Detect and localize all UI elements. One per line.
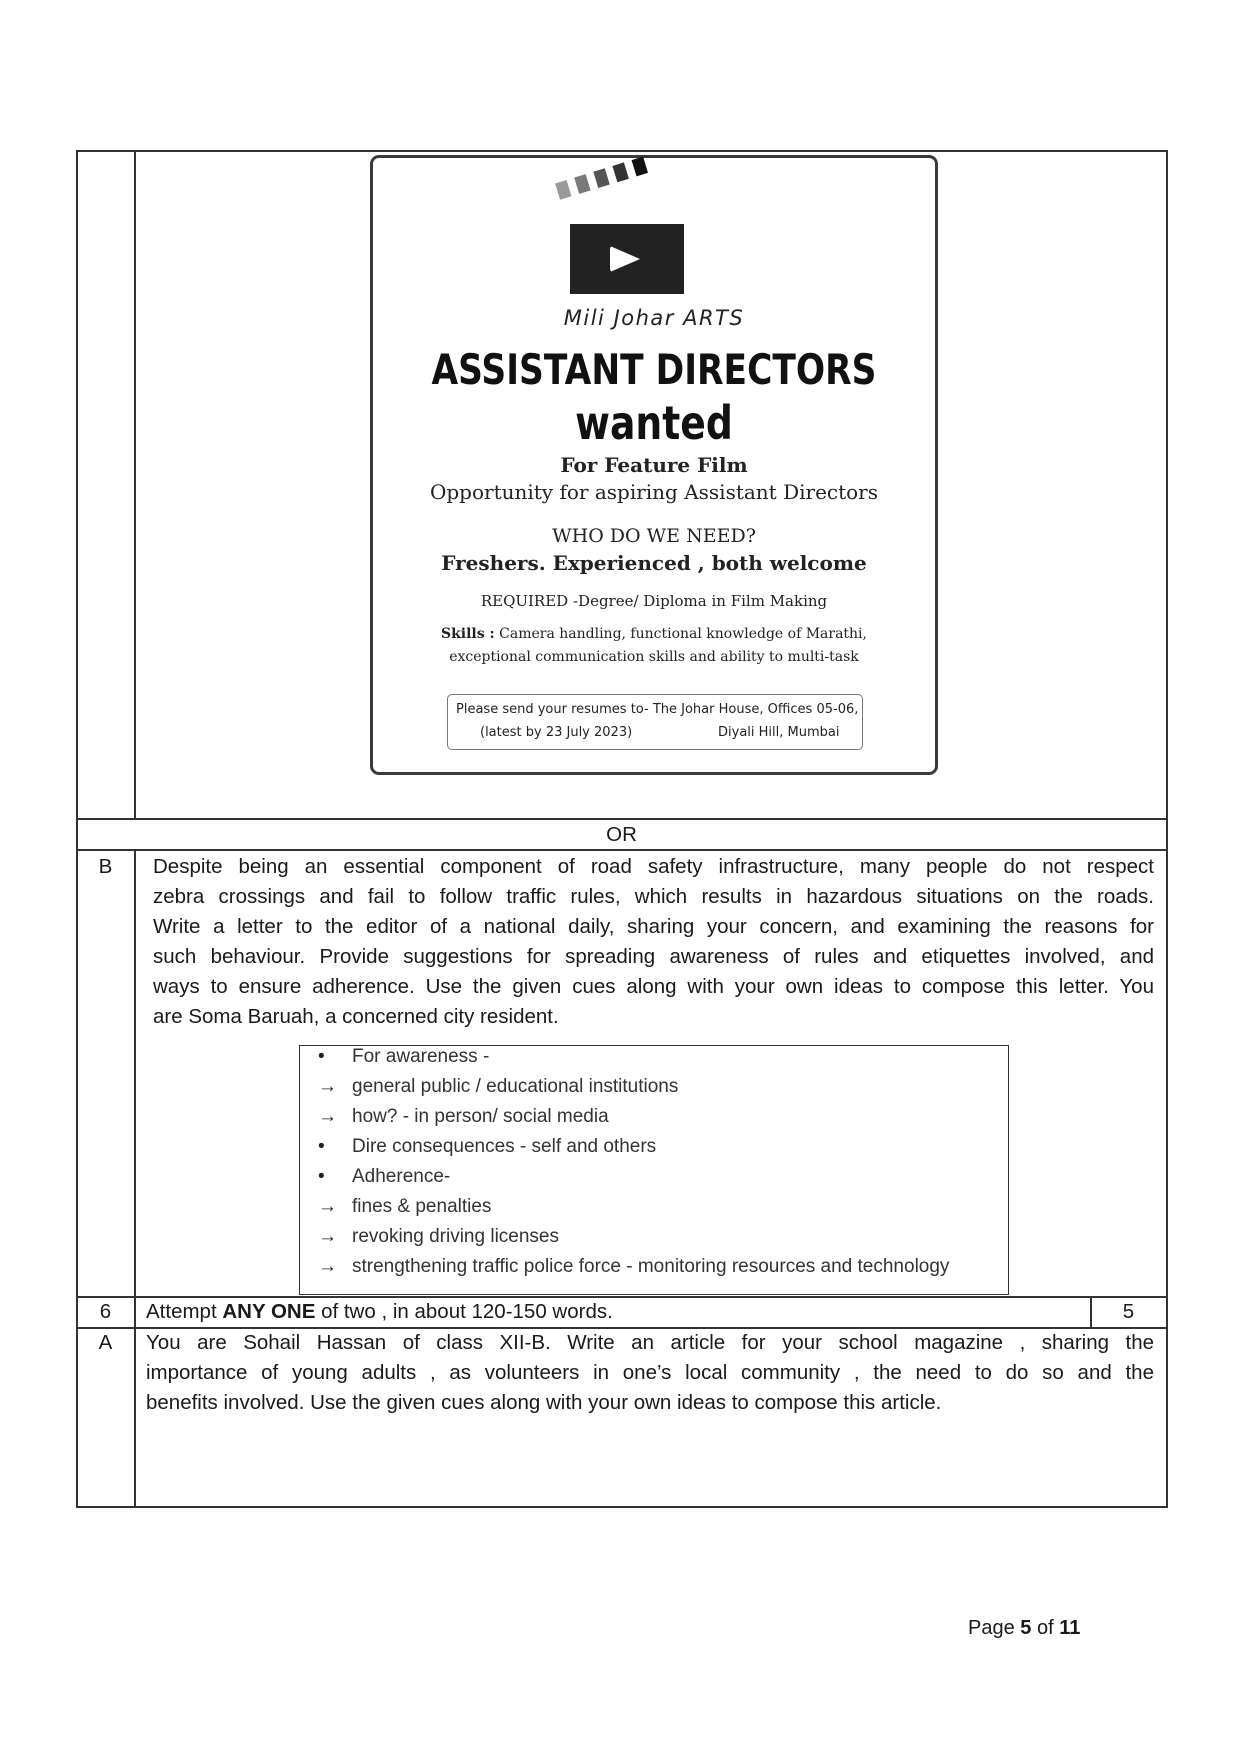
cue-item: • Dire consequences - self and others <box>318 1136 657 1157</box>
ad-contact-box <box>447 694 863 750</box>
option-b-line: Despite being an essential component of road safety infrastructure, many people do not respect <box>153 855 1154 878</box>
option-b-line: zebra crossings and fail to follow traffic rules, which results in hazardous situations on the roads. <box>153 885 1154 908</box>
column-divider-lower <box>134 849 136 1507</box>
table-border-bottom <box>76 1506 1168 1508</box>
option-a-line: You are Sohail Hassan of class XII-B. Write an article for your school magazine , sharing the <box>146 1331 1154 1354</box>
ad-contact-address: Diyali Hill, Mumbai <box>718 725 840 740</box>
ad-feature-line: For Feature Film <box>560 453 748 477</box>
cue-item: → strengthening traffic police force - monitoring resources and technology <box>318 1256 950 1277</box>
option-b-line: are Soma Baruah, a concerned city resident. <box>153 1005 559 1028</box>
option-b-line: ways to ensure adherence. Use the given cues along with your own ideas to compose this letter. You <box>153 975 1154 998</box>
ad-subheadline: wanted <box>575 396 733 450</box>
ad-required-line: REQUIRED -Degree/ Diploma in Film Making <box>480 592 828 610</box>
ad-opportunity-line: Opportunity for aspiring Assistant Directors <box>429 480 879 504</box>
cue-item: → fines & penalties <box>318 1196 492 1217</box>
clapperboard-strip-icon <box>553 146 670 216</box>
cue-item: → how? - in person/ social media <box>318 1106 609 1127</box>
ad-headline: ASSISTANT DIRECTORS <box>431 345 877 394</box>
option-a-label: A <box>98 1331 113 1354</box>
option-a-line: importance of young adults , as volunteers in one’s local community , the need to do so and the <box>146 1361 1154 1384</box>
cue-item: → revoking driving licenses <box>318 1226 559 1247</box>
table-border-right <box>1166 150 1168 1507</box>
ad-who-line: Freshers. Experienced , both welcome <box>441 551 867 575</box>
ad-skills-line2: exceptional communication skills and ability to multi-task <box>449 649 859 665</box>
cue-item: • Adherence- <box>318 1166 451 1187</box>
cues-box <box>299 1045 1009 1295</box>
option-b-line: Write a letter to the editor of a national daily, sharing your concern, and examining the reasons for <box>153 915 1154 938</box>
ad-question-line: WHO DO WE NEED? <box>552 525 756 547</box>
ad-contact-deadline: (latest by 23 July 2023) <box>480 725 633 740</box>
column-divider-upper <box>134 150 136 818</box>
option-a-line: benefits involved. Use the given cues along with your own ideas to compose this article. <box>146 1391 942 1414</box>
ad-contact-line: Please send your resumes to- The Johar House, Offices 05-06, <box>456 702 859 717</box>
option-b-line: such behaviour. Provide suggestions for spreading awareness of rules and etiquettes involved, and <box>153 945 1154 968</box>
question-6-instruction: Attempt ANY ONE of two , in about 120-150 words. <box>146 1300 613 1323</box>
table-border-top <box>76 150 1168 152</box>
cue-item: • For awareness - <box>318 1046 490 1067</box>
or-separator: OR <box>606 823 637 846</box>
ad-skills-line1: Camera handling, functional knowledge of Marathi, <box>499 626 867 642</box>
cue-item: → general public / educational institutions <box>318 1076 679 1097</box>
clapperboard-play-icon <box>570 224 684 294</box>
ad-skills-label: Skills : <box>440 626 495 642</box>
question-number: 6 <box>99 1300 112 1323</box>
option-b-label: B <box>98 855 113 878</box>
question-6-marks: 5 <box>1122 1300 1135 1323</box>
job-advertisement <box>370 155 938 775</box>
page-number: Page 5 of 11 <box>968 1617 1081 1639</box>
ad-company-name: Mili Johar ARTS <box>563 306 745 330</box>
ad-skills <box>373 623 935 669</box>
question-6-emphasis: ANY ONE <box>222 1300 316 1323</box>
